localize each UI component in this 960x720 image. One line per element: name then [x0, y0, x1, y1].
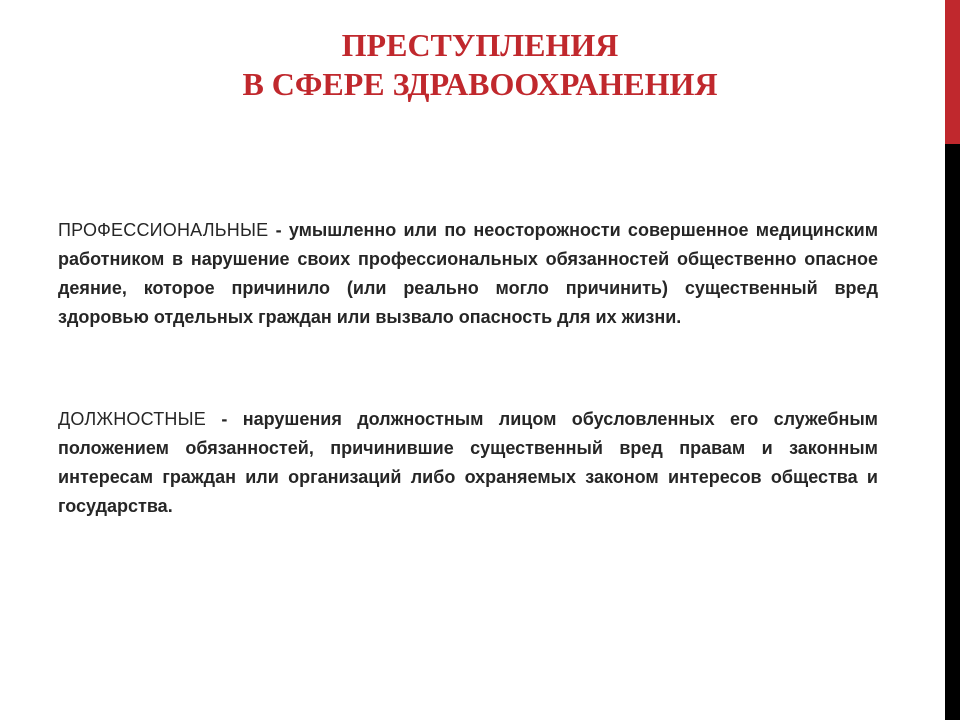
separator: - — [268, 220, 289, 240]
term-official: ДОЛЖНОСТНЫЕ — [58, 409, 206, 429]
definition-official: нарушения должностным лицом обусловленных его служебным положением обязанностей, причинившие существенный вред правам и законным интересам граждан или организаций либо охраняемых законом интересов общества и государства. — [58, 409, 879, 516]
slide-title-line-2: В СФЕРЕ ЗДРАВООХРАНЕНИЯ — [242, 66, 718, 102]
accent-bar-bottom — [945, 144, 960, 720]
term-professional: ПРОФЕССИОНАЛЬНЫЕ — [58, 220, 269, 240]
accent-bar-top — [945, 0, 960, 144]
slide-title-line-1: ПРЕСТУПЛЕНИЯ — [341, 27, 619, 63]
paragraph-official — [58, 405, 878, 521]
paragraph-professional — [58, 216, 878, 332]
definition-professional: умышленно или по неосторожности совершенное медицинским работником в нарушение своих профессиональных обязанностей общественно опасное деяние, которое причинило (или реально могло причинить) существенный вред здоровью отдельных граждан или вызвало опасность для их жизни. — [58, 220, 879, 327]
separator: - — [205, 409, 243, 429]
